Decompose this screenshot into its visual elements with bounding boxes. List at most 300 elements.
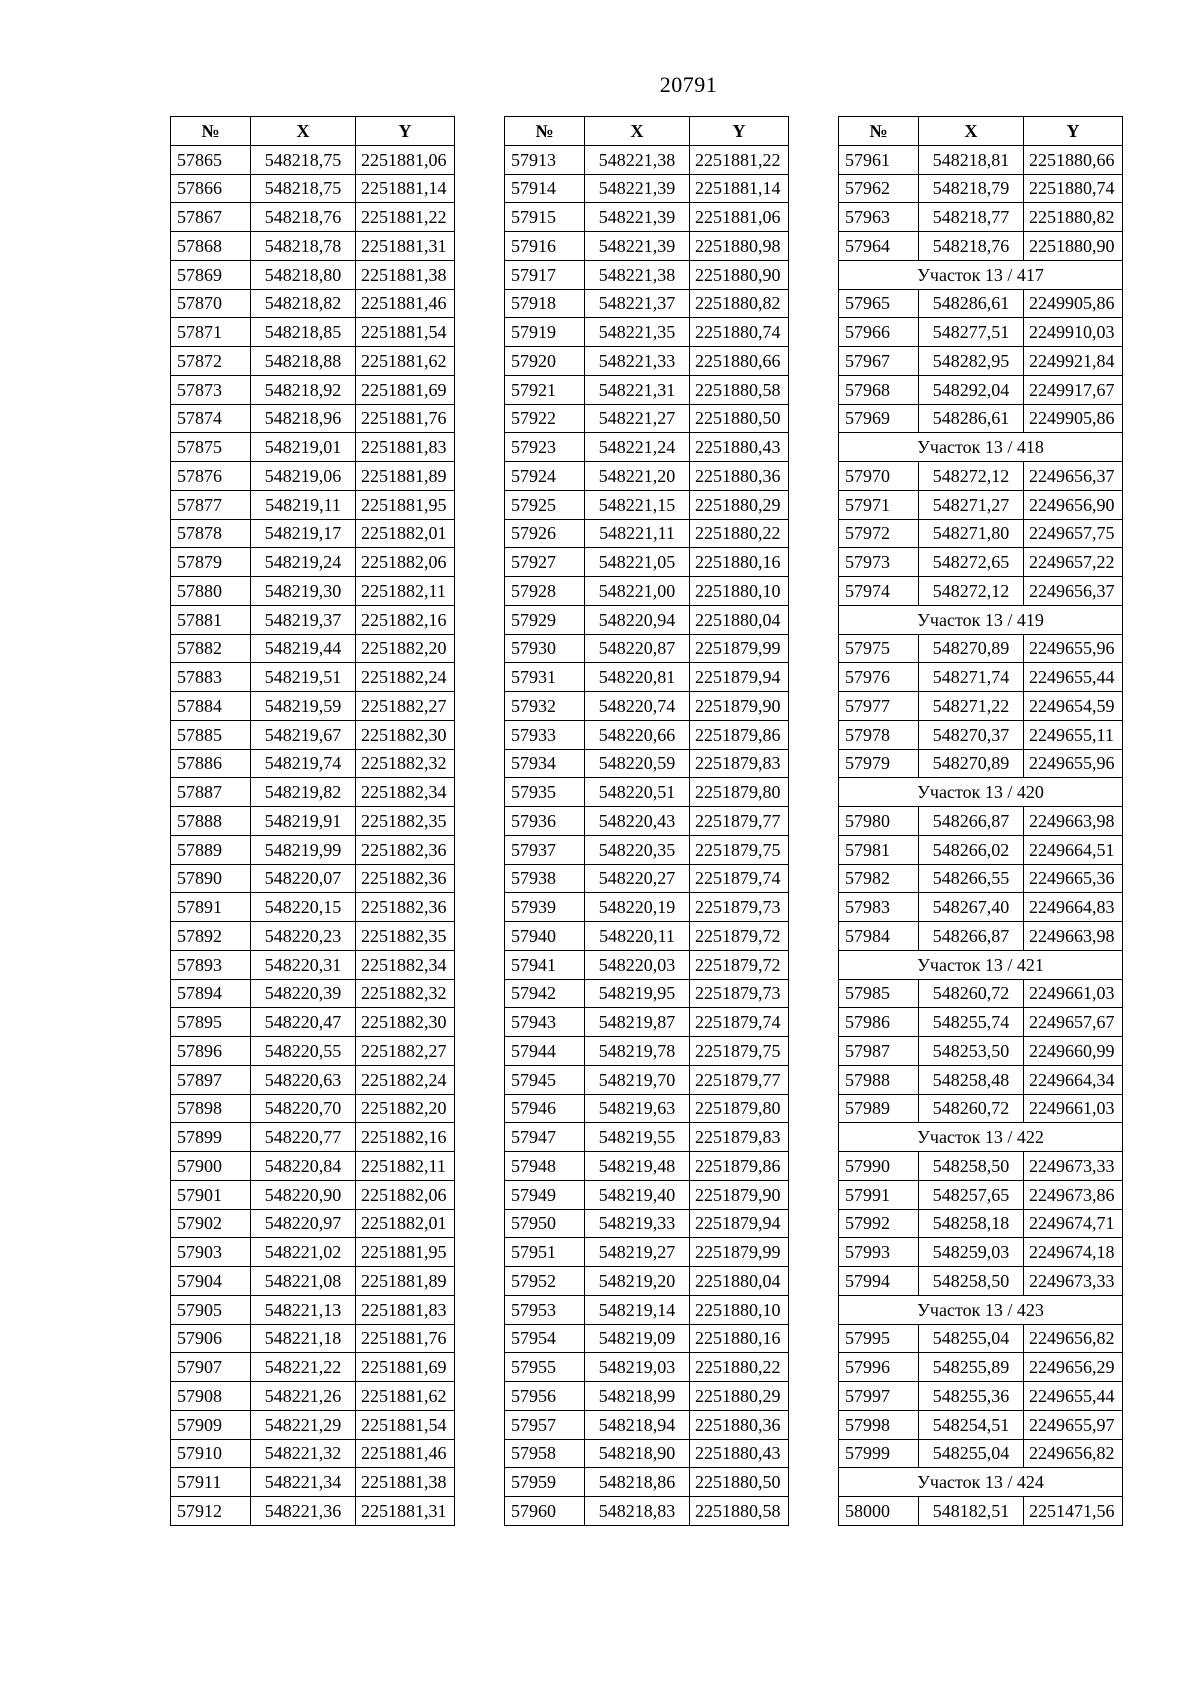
table-row bbox=[505, 1382, 789, 1411]
point-number: 57899 bbox=[171, 1123, 251, 1152]
y-coordinate: 2251881,54 bbox=[356, 318, 455, 347]
y-coordinate: 2249910,03 bbox=[1024, 318, 1123, 347]
x-coordinate: 548221,37 bbox=[585, 289, 690, 318]
y-coordinate: 2251879,72 bbox=[690, 950, 789, 979]
point-number: 57921 bbox=[505, 375, 585, 404]
x-coordinate: 548218,79 bbox=[919, 174, 1024, 203]
table-row bbox=[171, 778, 455, 807]
table-row bbox=[505, 1238, 789, 1267]
x-coordinate: 548270,37 bbox=[919, 720, 1024, 749]
x-coordinate: 548220,51 bbox=[585, 778, 690, 807]
table-row bbox=[505, 1353, 789, 1382]
point-number: 57897 bbox=[171, 1065, 251, 1094]
y-coordinate: 2251881,14 bbox=[690, 174, 789, 203]
x-coordinate: 548220,43 bbox=[585, 807, 690, 836]
y-coordinate: 2251880,82 bbox=[1024, 203, 1123, 232]
point-number: 57912 bbox=[171, 1497, 251, 1526]
section-title: Участок 13 / 423 bbox=[839, 1295, 1123, 1324]
header-x: X bbox=[251, 117, 356, 146]
section-title: Участок 13 / 420 bbox=[839, 778, 1123, 807]
x-coordinate: 548221,18 bbox=[251, 1324, 356, 1353]
y-coordinate: 2251881,38 bbox=[356, 1468, 455, 1497]
point-number: 57976 bbox=[839, 663, 919, 692]
table-row bbox=[505, 577, 789, 606]
point-number: 57937 bbox=[505, 835, 585, 864]
y-coordinate: 2251881,83 bbox=[356, 433, 455, 462]
x-coordinate: 548266,87 bbox=[919, 807, 1024, 836]
x-coordinate: 548272,12 bbox=[919, 577, 1024, 606]
y-coordinate: 2251881,54 bbox=[356, 1410, 455, 1439]
point-number: 57933 bbox=[505, 720, 585, 749]
point-number: 57936 bbox=[505, 807, 585, 836]
coordinate-table-2 bbox=[504, 116, 789, 1526]
x-coordinate: 548220,97 bbox=[251, 1209, 356, 1238]
point-number: 57996 bbox=[839, 1353, 919, 1382]
table-row bbox=[505, 807, 789, 836]
point-number: 57993 bbox=[839, 1238, 919, 1267]
y-coordinate: 2251882,36 bbox=[356, 864, 455, 893]
point-number: 57999 bbox=[839, 1439, 919, 1468]
header-number: № bbox=[171, 117, 251, 146]
point-number: 57941 bbox=[505, 950, 585, 979]
table-row bbox=[505, 1180, 789, 1209]
x-coordinate: 548254,51 bbox=[919, 1410, 1024, 1439]
table-row bbox=[171, 232, 455, 261]
x-coordinate: 548219,44 bbox=[251, 634, 356, 663]
point-number: 57882 bbox=[171, 634, 251, 663]
point-number: 57942 bbox=[505, 979, 585, 1008]
y-coordinate: 2251881,62 bbox=[356, 347, 455, 376]
point-number: 57951 bbox=[505, 1238, 585, 1267]
point-number: 57916 bbox=[505, 232, 585, 261]
y-coordinate: 2251880,36 bbox=[690, 462, 789, 491]
point-number: 57913 bbox=[505, 145, 585, 174]
point-number: 57894 bbox=[171, 979, 251, 1008]
point-number: 57969 bbox=[839, 404, 919, 433]
y-coordinate: 2251881,22 bbox=[690, 145, 789, 174]
table-row bbox=[171, 1209, 455, 1238]
y-coordinate: 2251880,04 bbox=[690, 1267, 789, 1296]
x-coordinate: 548220,66 bbox=[585, 720, 690, 749]
x-coordinate: 548220,03 bbox=[585, 950, 690, 979]
y-coordinate: 2251882,27 bbox=[356, 692, 455, 721]
section-row bbox=[839, 605, 1123, 634]
y-coordinate: 2251880,36 bbox=[690, 1410, 789, 1439]
y-coordinate: 2251880,43 bbox=[690, 433, 789, 462]
table-row bbox=[505, 260, 789, 289]
point-number: 57987 bbox=[839, 1037, 919, 1066]
section-row bbox=[839, 950, 1123, 979]
point-number: 57873 bbox=[171, 375, 251, 404]
x-coordinate: 548220,70 bbox=[251, 1094, 356, 1123]
section-row bbox=[839, 433, 1123, 462]
x-coordinate: 548221,38 bbox=[585, 260, 690, 289]
table-row bbox=[171, 605, 455, 634]
point-number: 57966 bbox=[839, 318, 919, 347]
y-coordinate: 2251879,86 bbox=[690, 1152, 789, 1181]
x-coordinate: 548221,24 bbox=[585, 433, 690, 462]
y-coordinate: 2251879,77 bbox=[690, 807, 789, 836]
point-number: 57878 bbox=[171, 519, 251, 548]
y-coordinate: 2251882,34 bbox=[356, 950, 455, 979]
point-number: 57935 bbox=[505, 778, 585, 807]
x-coordinate: 548219,99 bbox=[251, 835, 356, 864]
y-coordinate: 2249664,51 bbox=[1024, 835, 1123, 864]
y-coordinate: 2251881,31 bbox=[356, 232, 455, 261]
y-coordinate: 2251881,76 bbox=[356, 1324, 455, 1353]
y-coordinate: 2251882,01 bbox=[356, 519, 455, 548]
x-coordinate: 548220,59 bbox=[585, 749, 690, 778]
point-number: 57898 bbox=[171, 1094, 251, 1123]
table-row bbox=[839, 1037, 1123, 1066]
point-number: 57905 bbox=[171, 1295, 251, 1324]
table-row bbox=[505, 375, 789, 404]
y-coordinate: 2251879,99 bbox=[690, 634, 789, 663]
point-number: 57877 bbox=[171, 490, 251, 519]
table-row bbox=[839, 347, 1123, 376]
section-row bbox=[839, 1123, 1123, 1152]
y-coordinate: 2251880,10 bbox=[690, 577, 789, 606]
y-coordinate: 2251879,73 bbox=[690, 979, 789, 1008]
table-row bbox=[171, 720, 455, 749]
x-coordinate: 548271,80 bbox=[919, 519, 1024, 548]
y-coordinate: 2251880,58 bbox=[690, 1497, 789, 1526]
table-row bbox=[839, 893, 1123, 922]
table-row bbox=[171, 1468, 455, 1497]
x-coordinate: 548220,47 bbox=[251, 1008, 356, 1037]
table-row bbox=[505, 203, 789, 232]
point-number: 57947 bbox=[505, 1123, 585, 1152]
x-coordinate: 548220,11 bbox=[585, 922, 690, 951]
x-coordinate: 548219,91 bbox=[251, 807, 356, 836]
point-number: 57909 bbox=[171, 1410, 251, 1439]
x-coordinate: 548221,00 bbox=[585, 577, 690, 606]
point-number: 57907 bbox=[171, 1353, 251, 1382]
table-row bbox=[171, 835, 455, 864]
header-y: Y bbox=[690, 117, 789, 146]
table-row bbox=[505, 835, 789, 864]
y-coordinate: 2251880,22 bbox=[690, 519, 789, 548]
x-coordinate: 548218,83 bbox=[585, 1497, 690, 1526]
x-coordinate: 548259,03 bbox=[919, 1238, 1024, 1267]
x-coordinate: 548282,95 bbox=[919, 347, 1024, 376]
coordinate-tables bbox=[170, 116, 1150, 1590]
x-coordinate: 548258,50 bbox=[919, 1267, 1024, 1296]
point-number: 57922 bbox=[505, 404, 585, 433]
point-number: 57926 bbox=[505, 519, 585, 548]
x-coordinate: 548218,75 bbox=[251, 145, 356, 174]
y-coordinate: 2251882,16 bbox=[356, 1123, 455, 1152]
y-coordinate: 2249673,33 bbox=[1024, 1267, 1123, 1296]
table-row bbox=[505, 1497, 789, 1526]
point-number: 57945 bbox=[505, 1065, 585, 1094]
table-row bbox=[839, 864, 1123, 893]
table-row bbox=[171, 979, 455, 1008]
y-coordinate: 2251880,16 bbox=[690, 548, 789, 577]
x-coordinate: 548218,96 bbox=[251, 404, 356, 433]
table-row bbox=[839, 807, 1123, 836]
y-coordinate: 2251881,46 bbox=[356, 289, 455, 318]
y-coordinate: 2251881,83 bbox=[356, 1295, 455, 1324]
header-number: № bbox=[505, 117, 585, 146]
y-coordinate: 2249656,37 bbox=[1024, 462, 1123, 491]
point-number: 57953 bbox=[505, 1295, 585, 1324]
y-coordinate: 2249655,11 bbox=[1024, 720, 1123, 749]
x-coordinate: 548218,75 bbox=[251, 174, 356, 203]
y-coordinate: 2249663,98 bbox=[1024, 922, 1123, 951]
table-row bbox=[171, 1267, 455, 1296]
y-coordinate: 2251881,31 bbox=[356, 1497, 455, 1526]
x-coordinate: 548221,39 bbox=[585, 232, 690, 261]
table-row bbox=[171, 1439, 455, 1468]
table-row bbox=[171, 462, 455, 491]
section-row bbox=[839, 778, 1123, 807]
x-coordinate: 548219,78 bbox=[585, 1037, 690, 1066]
table-row bbox=[171, 347, 455, 376]
point-number: 57880 bbox=[171, 577, 251, 606]
y-coordinate: 2251879,90 bbox=[690, 1180, 789, 1209]
table-row bbox=[505, 1094, 789, 1123]
section-title: Участок 13 / 421 bbox=[839, 950, 1123, 979]
point-number: 57865 bbox=[171, 145, 251, 174]
table-row bbox=[171, 807, 455, 836]
table-row bbox=[839, 1439, 1123, 1468]
section-title: Участок 13 / 418 bbox=[839, 433, 1123, 462]
y-coordinate: 2251882,32 bbox=[356, 979, 455, 1008]
x-coordinate: 548221,08 bbox=[251, 1267, 356, 1296]
x-coordinate: 548218,76 bbox=[919, 232, 1024, 261]
y-coordinate: 2251879,86 bbox=[690, 720, 789, 749]
point-number: 57871 bbox=[171, 318, 251, 347]
point-number: 57885 bbox=[171, 720, 251, 749]
y-coordinate: 2251879,80 bbox=[690, 1094, 789, 1123]
x-coordinate: 548255,04 bbox=[919, 1439, 1024, 1468]
table-row bbox=[505, 1295, 789, 1324]
table-row bbox=[171, 1238, 455, 1267]
point-number: 57890 bbox=[171, 864, 251, 893]
point-number: 57989 bbox=[839, 1094, 919, 1123]
x-coordinate: 548221,39 bbox=[585, 174, 690, 203]
point-number: 57977 bbox=[839, 692, 919, 721]
table-row bbox=[171, 692, 455, 721]
x-coordinate: 548219,40 bbox=[585, 1180, 690, 1209]
x-coordinate: 548219,33 bbox=[585, 1209, 690, 1238]
y-coordinate: 2251879,74 bbox=[690, 1008, 789, 1037]
table-row bbox=[839, 1094, 1123, 1123]
point-number: 57930 bbox=[505, 634, 585, 663]
y-coordinate: 2251880,74 bbox=[1024, 174, 1123, 203]
table-row bbox=[839, 577, 1123, 606]
x-coordinate: 548277,51 bbox=[919, 318, 1024, 347]
table-row bbox=[839, 1497, 1123, 1526]
coordinate-table-1 bbox=[170, 116, 455, 1526]
header-y: Y bbox=[356, 117, 455, 146]
point-number: 57965 bbox=[839, 289, 919, 318]
x-coordinate: 548271,22 bbox=[919, 692, 1024, 721]
y-coordinate: 2249664,34 bbox=[1024, 1065, 1123, 1094]
x-coordinate: 548260,72 bbox=[919, 1094, 1024, 1123]
table-row bbox=[171, 1152, 455, 1181]
point-number: 58000 bbox=[839, 1497, 919, 1526]
x-coordinate: 548218,85 bbox=[251, 318, 356, 347]
table-row bbox=[505, 145, 789, 174]
point-number: 57892 bbox=[171, 922, 251, 951]
x-coordinate: 548218,77 bbox=[919, 203, 1024, 232]
x-coordinate: 548220,31 bbox=[251, 950, 356, 979]
y-coordinate: 2251882,35 bbox=[356, 807, 455, 836]
section-row bbox=[839, 1468, 1123, 1497]
y-coordinate: 2249657,67 bbox=[1024, 1008, 1123, 1037]
table-row bbox=[171, 260, 455, 289]
point-number: 57943 bbox=[505, 1008, 585, 1037]
point-number: 57957 bbox=[505, 1410, 585, 1439]
y-coordinate: 2251881,89 bbox=[356, 462, 455, 491]
point-number: 57884 bbox=[171, 692, 251, 721]
x-coordinate: 548219,27 bbox=[585, 1238, 690, 1267]
table-row bbox=[505, 605, 789, 634]
x-coordinate: 548220,19 bbox=[585, 893, 690, 922]
y-coordinate: 2249656,29 bbox=[1024, 1353, 1123, 1382]
x-coordinate: 548255,89 bbox=[919, 1353, 1024, 1382]
table-row bbox=[505, 433, 789, 462]
x-coordinate: 548267,40 bbox=[919, 893, 1024, 922]
table-row bbox=[839, 692, 1123, 721]
x-coordinate: 548221,33 bbox=[585, 347, 690, 376]
table-row bbox=[839, 203, 1123, 232]
point-number: 57984 bbox=[839, 922, 919, 951]
table-row bbox=[505, 232, 789, 261]
x-coordinate: 548218,86 bbox=[585, 1468, 690, 1497]
table-row bbox=[505, 864, 789, 893]
x-coordinate: 548220,94 bbox=[585, 605, 690, 634]
y-coordinate: 2251880,66 bbox=[1024, 145, 1123, 174]
table-row bbox=[839, 835, 1123, 864]
point-number: 57960 bbox=[505, 1497, 585, 1526]
table-row bbox=[505, 548, 789, 577]
x-coordinate: 548220,15 bbox=[251, 893, 356, 922]
y-coordinate: 2249657,22 bbox=[1024, 548, 1123, 577]
table-header-row bbox=[839, 117, 1123, 146]
point-number: 57971 bbox=[839, 490, 919, 519]
point-number: 57968 bbox=[839, 375, 919, 404]
x-coordinate: 548221,13 bbox=[251, 1295, 356, 1324]
table-row bbox=[839, 1238, 1123, 1267]
y-coordinate: 2249656,82 bbox=[1024, 1324, 1123, 1353]
y-coordinate: 2249655,96 bbox=[1024, 634, 1123, 663]
x-coordinate: 548221,34 bbox=[251, 1468, 356, 1497]
x-coordinate: 548221,32 bbox=[251, 1439, 356, 1468]
point-number: 57970 bbox=[839, 462, 919, 491]
x-coordinate: 548220,63 bbox=[251, 1065, 356, 1094]
x-coordinate: 548219,11 bbox=[251, 490, 356, 519]
table-row bbox=[171, 433, 455, 462]
table-row bbox=[839, 1008, 1123, 1037]
x-coordinate: 548221,36 bbox=[251, 1497, 356, 1526]
table-row bbox=[171, 1382, 455, 1411]
point-number: 57978 bbox=[839, 720, 919, 749]
x-coordinate: 548219,55 bbox=[585, 1123, 690, 1152]
point-number: 57967 bbox=[839, 347, 919, 376]
point-number: 57920 bbox=[505, 347, 585, 376]
y-coordinate: 2251881,69 bbox=[356, 375, 455, 404]
table-header-row bbox=[171, 117, 455, 146]
x-coordinate: 548255,04 bbox=[919, 1324, 1024, 1353]
x-coordinate: 548220,07 bbox=[251, 864, 356, 893]
y-coordinate: 2251881,06 bbox=[356, 145, 455, 174]
y-coordinate: 2249674,18 bbox=[1024, 1238, 1123, 1267]
point-number: 57915 bbox=[505, 203, 585, 232]
point-number: 57973 bbox=[839, 548, 919, 577]
y-coordinate: 2251880,43 bbox=[690, 1439, 789, 1468]
y-coordinate: 2251880,04 bbox=[690, 605, 789, 634]
y-coordinate: 2251880,50 bbox=[690, 404, 789, 433]
table-row bbox=[505, 922, 789, 951]
x-coordinate: 548255,74 bbox=[919, 1008, 1024, 1037]
x-coordinate: 548219,24 bbox=[251, 548, 356, 577]
y-coordinate: 2251880,16 bbox=[690, 1324, 789, 1353]
x-coordinate: 548220,84 bbox=[251, 1152, 356, 1181]
point-number: 57988 bbox=[839, 1065, 919, 1094]
x-coordinate: 548220,27 bbox=[585, 864, 690, 893]
point-number: 57931 bbox=[505, 663, 585, 692]
point-number: 57917 bbox=[505, 260, 585, 289]
y-coordinate: 2251879,80 bbox=[690, 778, 789, 807]
point-number: 57923 bbox=[505, 433, 585, 462]
y-coordinate: 2251882,11 bbox=[356, 1152, 455, 1181]
point-number: 57904 bbox=[171, 1267, 251, 1296]
table-row bbox=[171, 1037, 455, 1066]
table-row bbox=[839, 318, 1123, 347]
x-coordinate: 548219,70 bbox=[585, 1065, 690, 1094]
x-coordinate: 548218,90 bbox=[585, 1439, 690, 1468]
y-coordinate: 2251880,82 bbox=[690, 289, 789, 318]
point-number: 57874 bbox=[171, 404, 251, 433]
point-number: 57924 bbox=[505, 462, 585, 491]
point-number: 57985 bbox=[839, 979, 919, 1008]
table-row bbox=[171, 1008, 455, 1037]
x-coordinate: 548218,76 bbox=[251, 203, 356, 232]
y-coordinate: 2249656,90 bbox=[1024, 490, 1123, 519]
point-number: 57932 bbox=[505, 692, 585, 721]
y-coordinate: 2251879,75 bbox=[690, 1037, 789, 1066]
y-coordinate: 2249661,03 bbox=[1024, 1094, 1123, 1123]
section-title: Участок 13 / 419 bbox=[839, 605, 1123, 634]
point-number: 57919 bbox=[505, 318, 585, 347]
y-coordinate: 2249917,67 bbox=[1024, 375, 1123, 404]
point-number: 57949 bbox=[505, 1180, 585, 1209]
point-number: 57906 bbox=[171, 1324, 251, 1353]
table-row bbox=[839, 548, 1123, 577]
table-row bbox=[839, 1353, 1123, 1382]
y-coordinate: 2251881,69 bbox=[356, 1353, 455, 1382]
y-coordinate: 2249657,75 bbox=[1024, 519, 1123, 548]
point-number: 57964 bbox=[839, 232, 919, 261]
x-coordinate: 548286,61 bbox=[919, 289, 1024, 318]
x-coordinate: 548220,87 bbox=[585, 634, 690, 663]
x-coordinate: 548219,20 bbox=[585, 1267, 690, 1296]
y-coordinate: 2251882,27 bbox=[356, 1037, 455, 1066]
point-number: 57868 bbox=[171, 232, 251, 261]
table-row bbox=[839, 404, 1123, 433]
table-row bbox=[839, 289, 1123, 318]
point-number: 57954 bbox=[505, 1324, 585, 1353]
table-row bbox=[505, 1037, 789, 1066]
x-coordinate: 548255,36 bbox=[919, 1382, 1024, 1411]
y-coordinate: 2249905,86 bbox=[1024, 404, 1123, 433]
y-coordinate: 2249654,59 bbox=[1024, 692, 1123, 721]
y-coordinate: 2251879,90 bbox=[690, 692, 789, 721]
section-title: Участок 13 / 417 bbox=[839, 260, 1123, 289]
